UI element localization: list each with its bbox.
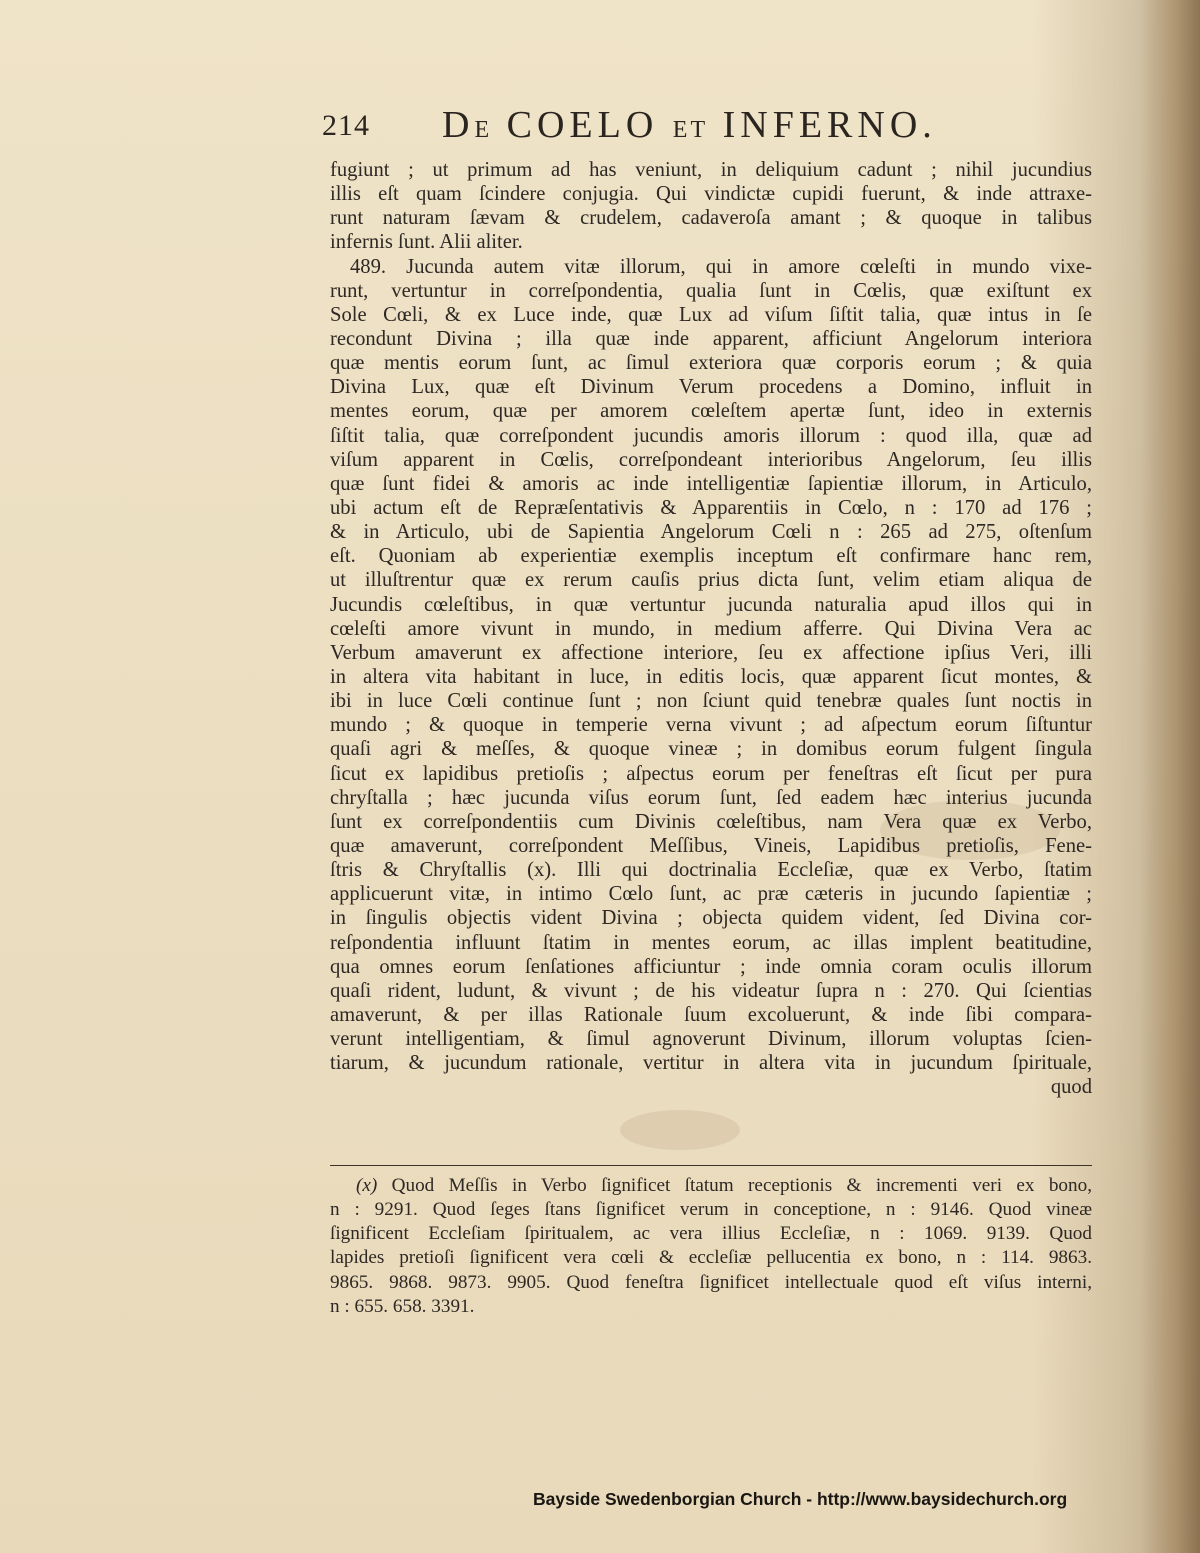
text-line: 489. Jucunda autem vitæ illorum, qui in amore cœleſti in mundo vixe- — [350, 255, 1092, 278]
text-line: reſpondentia influunt ſtatim in mentes eorum, ac illas implent beatitudine, — [330, 931, 1092, 954]
running-head-cap: D — [442, 104, 475, 146]
text-line: ibi in luce Cœli continue ſunt ; non ſciunt quid tenebræ quales ſunt noctis in — [330, 690, 1092, 713]
text-line: ſicut ex lapidibus pretioſis ; aſpectus eorum per feneſtras eſt ſicut per pura — [330, 762, 1092, 785]
text-line: & in Articulo, ubi de Sapientia Angelorum Cœli n : 265 ad 275, oſtenſum — [330, 521, 1092, 544]
page-number: 214 — [322, 109, 370, 142]
text-line: ſiſtit talia, quæ correſpondent jucundis amoris illorum : quod illa, quæ ad — [330, 424, 1092, 447]
text-line: Sole Cœli, & ex Luce inde, quæ Lux ad viſum ſiſtit talia, quæ intus in ſe — [330, 303, 1092, 326]
credit-watermark: Bayside Swedenborgian Church - http://www.baysidechurch.org — [533, 1489, 1068, 1509]
text-line: recondunt Divina ; illa quæ inde apparent, afficiunt Angelorum interiora — [330, 327, 1092, 350]
text-line: infernis ſunt. Alii aliter. — [330, 231, 523, 254]
text-line: in altera vita habitant in luce, in editis locis, quæ apparent ſicut montes, & — [330, 665, 1092, 688]
running-head-word: COELO — [506, 104, 659, 146]
text-line: qua omnes eorum ſenſationes afficiuntur ; inde omnia coram oculis illorum — [330, 955, 1092, 978]
text-line: in ſingulis objectis vident Divina ; objecta quidem vident, ſed Divina cor- — [330, 907, 1092, 930]
footnote-line: n : 655. 658. 3391. — [330, 1295, 475, 1317]
footnote-line — [330, 1176, 1092, 1200]
text-line: chryſtalla ; hæc jucunda viſus eorum ſunt, ſed eadem hæc interius jucunda — [330, 786, 1092, 809]
body-text — [330, 158, 1092, 1099]
text-line: applicuerunt vitæ, in intimo Cœlo ſunt, ac præ cæteris in jucundo ſapientiæ ; — [330, 883, 1092, 906]
text-line: quæ ſunt fidei & amoris ac inde intelligentiæ ſapientiæ illorum, in Articulo, — [330, 472, 1092, 495]
text-line: Verbum amaverunt ex affectione interiore, ſeu ex affectione ipſius Veri, illi — [330, 641, 1092, 664]
catchword: quod — [1050, 1076, 1092, 1099]
text-line: verunt intelligentiam, & ſimul agnoverunt Divinum, illorum voluptas ſcien- — [330, 1028, 1092, 1051]
text-line: Divina Lux, quæ eſt Divinum Verum procedens a Domino, influit in — [330, 376, 1092, 399]
running-head — [442, 103, 937, 147]
text-line: Jucundis cœleſtibus, in quæ vertuntur jucunda naturalia apud illos qui in — [330, 593, 1092, 616]
text-line: ut illuſtrentur quæ ex rerum cauſis prius dicta ſunt, velim etiam aliqua de — [330, 569, 1092, 592]
running-head-word: INFERNO. — [722, 104, 937, 146]
footnote-line: ſignificent Eccleſiam ſpiritualem, ac vera illius Eccleſiæ, n : 1069. 9139. Quod — [330, 1223, 1092, 1245]
text-line: illis eſt quam ſcindere conjugia. Qui vindictæ cupidi fuerunt, & inde attraxe- — [330, 183, 1092, 206]
footnote-rule — [330, 1165, 1092, 1166]
footnote-line: 9865. 9868. 9873. 9905. Quod feneſtra ſignificet intellectuale quod eſt viſus interni, — [330, 1271, 1092, 1293]
text-line: runt, vertuntur in correſpondentia, qualia ſunt in Cœlis, quæ exiſtunt ex — [330, 279, 1092, 302]
footnote — [330, 1176, 1092, 1321]
text-line: viſum apparent in Cœlis, correſpondeant interioribus Angelorum, ſeu illis — [330, 448, 1092, 471]
footnote-mark: (x) — [356, 1175, 378, 1196]
text-line: quaſi rident, ludunt, & vivunt ; de his videatur ſupra n : 270. Qui ſcientias — [330, 979, 1092, 1002]
text-line: ſunt ex correſpondentiis cum Divinis cœleſtibus, nam Vera quæ ex Verbo, — [330, 810, 1092, 833]
text-line: quæ amaverunt, correſpondent Meſſibus, Vineis, Lapidibus pretioſis, Fene- — [330, 834, 1092, 857]
footnote-line: lapides pretioſi ſignificent vera cœli & eccleſiæ pellucentia ex bono, n : 114. 9863. — [330, 1247, 1092, 1269]
text-line: quæ mentis eorum ſunt, ac ſimul exteriora quæ corporis eorum ; & quia — [330, 352, 1092, 375]
paper-stain — [620, 1110, 740, 1150]
page-header — [322, 103, 1082, 153]
text-line: quaſi agri & meſſes, & quoque vineæ ; in domibus eorum fulgent ſingula — [330, 738, 1092, 761]
book-spine-shadow — [1140, 0, 1200, 1553]
text-line: runt naturam ſævam & crudelem, cadaveroſa amant ; & quoque in talibus — [330, 207, 1092, 230]
text-line: mundo ; & quoque in temperie verna vivunt ; ad aſpectum eorum ſiſtuntur — [330, 714, 1092, 737]
footnote-line-text: Quod Meſſis in Verbo ſignificet ſtatum receptionis & incrementi veri ex bono, — [391, 1175, 1092, 1196]
text-line: fugiunt ; ut primum ad has veniunt, in deliquium cadunt ; nihil jucundius — [330, 159, 1092, 181]
text-line: tiarum, & jucundum rationale, vertitur in altera vita in jucundum ſpirituale, — [330, 1052, 1092, 1075]
footnote-line: n : 9291. Quod ſeges ſtans ſignificet verum in conceptione, n : 9146. Quod vineæ — [330, 1199, 1092, 1221]
running-head-small: ET — [672, 117, 709, 143]
text-line: eſt. Quoniam ab experientiæ exemplis inceptum eſt confirmare hanc rem, — [330, 545, 1092, 568]
text-line: ubi actum eſt de Repræſentativis & Apparentiis in Cœlo, n : 170 ad 176 ; — [330, 496, 1092, 519]
text-line: amaverunt, & per illas Rationale ſuum excoluerunt, & inde ſibi compara- — [330, 1003, 1092, 1026]
text-line: ſtris & Chryſtallis (x). Illi qui doctrinalia Eccleſiæ, quæ ex Verbo, ſtatim — [330, 859, 1092, 882]
text-line: cœleſti amore vivunt in mundo, in medium afferre. Qui Divina Vera ac — [330, 617, 1092, 640]
text-line: mentes eorum, quæ per amorem cœleſtem apertæ ſunt, ideo in externis — [330, 400, 1092, 423]
running-head-small: E — [474, 117, 493, 143]
